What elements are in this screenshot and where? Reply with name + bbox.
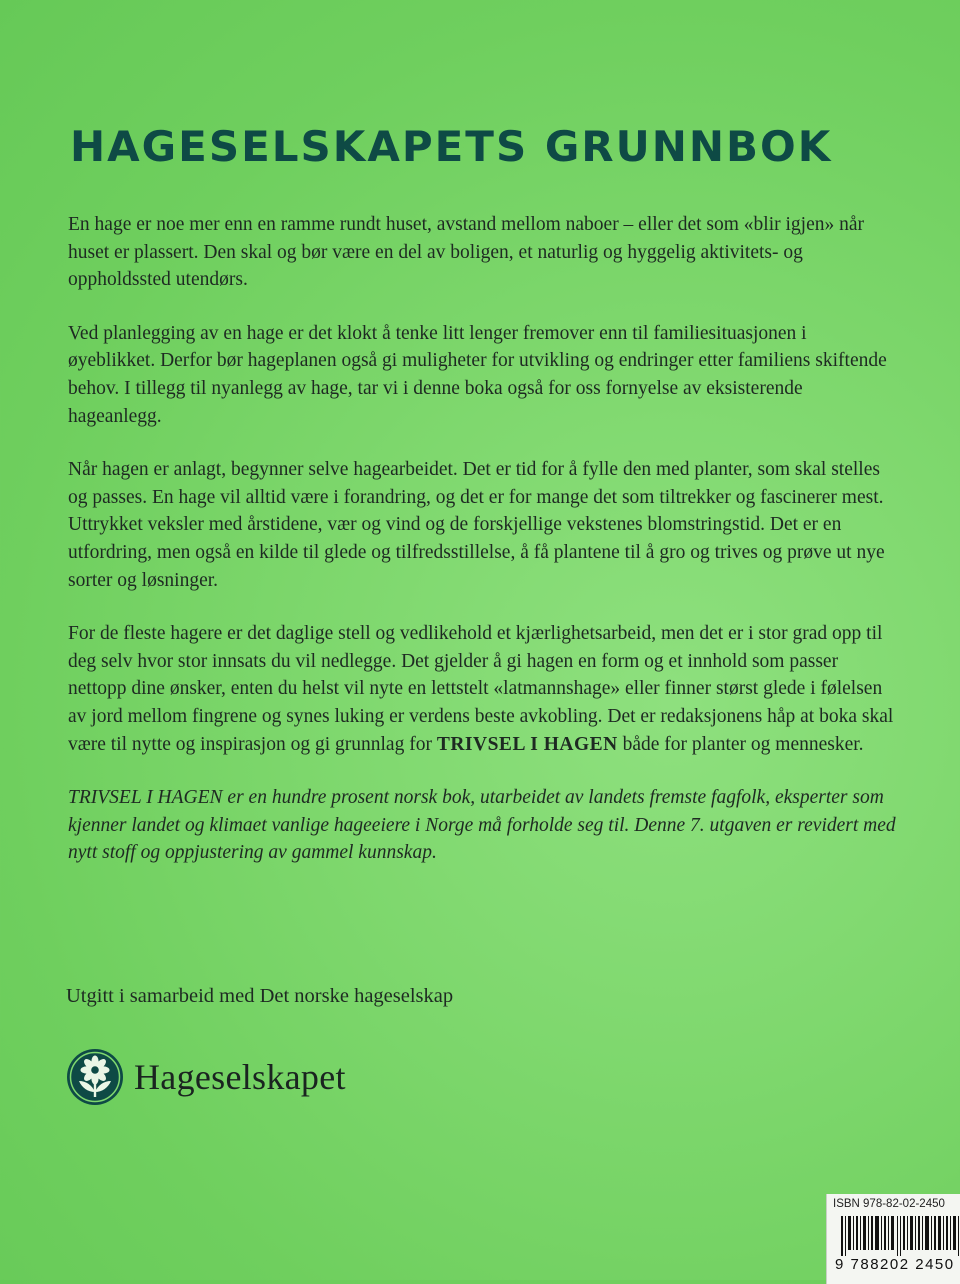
barcode-number: 9 788202 2450 [835,1256,955,1273]
flower-emblem-icon [66,1048,124,1106]
cover-blurb [68,211,898,893]
paragraph-planning: Ved planlegging av en hage er det klokt å tenke litt lenger fremover enn til familiesituasjonen i øyeblikket. Derfor bør hageplanen også gi muligheter for utvikling og endringer etter familiens skiftende behov. I tillegg til nyanlegg av hage, tar vi i denne boka også for oss fornyelse av eksisterende hageanlegg. [68,322,887,427]
isbn-text: ISBN 978-82-02-2450 [833,1198,945,1210]
barcode-icon [841,1216,960,1256]
book-title: HAGESELSKAPETS GRUNNBOK [70,122,833,171]
book-name-highlight: TRIVSEL I HAGEN [436,733,618,755]
logo-wordmark: Hageselskapet [134,1057,346,1097]
paragraph-maintenance-end: både for planter og mennesker. [622,733,864,755]
publisher-logo [66,1048,346,1106]
paragraph-intro: En hage er noe mer enn en ramme rundt huset, avstand mellom naboer – eller det som «blir igjen» når huset er plassert. Den skal og bør være en del av boligen, et naturlig og hyggelig aktivitets- og oppholdssted utendørs. [68,214,864,291]
paragraph-edition: TRIVSEL I HAGEN er en hundre prosent norsk bok, utarbeidet av landets fremste fagfolk, eksperter som kjenner landet og klimaet vanlige hageeiere i Norge må forholde seg til. Denne 7. utgaven er revidert med nytt stoff og oppjustering av gammel kunnskap. [68,787,896,864]
paragraph-gardening: Når hagen er anlagt, begynner selve hagearbeidet. Det er tid for å fylle den med planter, som skal stelles og passes. En hage vil alltid være i forandring, og det er for mange det som tiltrekker og fascinerer mest. Uttrykket veksler med årstidene, vær og vind og de forskjellige vekstenes blomstringstid. Det er en utfordring, men også en kilde til glede og tilfredsstillelse, å få plantene til å gro og trives og prøve ut nye sorter og løsninger. [68,459,885,591]
paragraph-maintenance [68,620,898,758]
barcode-label [826,1194,960,1284]
paragraph-maintenance-text: For de fleste hagere er det daglige stell og vedlikehold et kjærlighetsarbeid, men det er i stor grad opp til deg selv hvor stor innsats du vil nedlegge. Det gjelder å gi hagen en form og et innhold som passer nettopp dine ønsker, enten du helst vil nyte en lettstelt «latmannshage» eller finner størst glede i følelsen av jord mellom fingrene og synes luking er verdens beste avkobling. Det er redaksjonens håp at boka skal være til nytte og inspirasjon og gi grunnlag for [68,623,894,755]
publisher-note: Utgitt i samarbeid med Det norske hageselskap [66,985,454,1007]
